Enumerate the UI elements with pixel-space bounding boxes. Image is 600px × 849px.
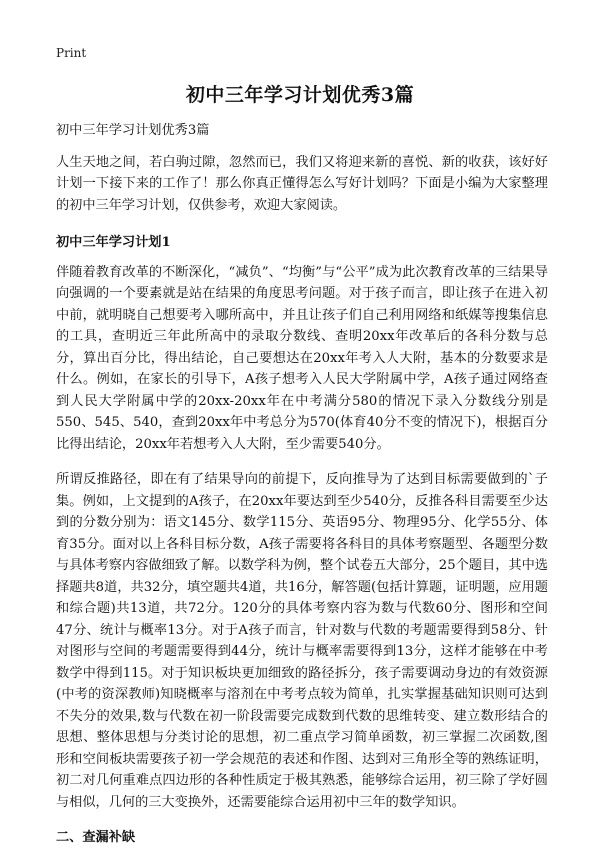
section-heading-2: 二、查漏补缺 xyxy=(56,830,136,845)
section-heading-1: 初中三年学习计划1 xyxy=(56,235,171,250)
print-link[interactable]: Print xyxy=(56,46,87,60)
section1-paragraph-2: 所谓反推路径，即在有了结果导向的前提下，反向推导为了达到目标需要做到的`子集。例如，上文提到的A孩子，在20xx年要达到至少540分，反推各科目需要至少达到的分数分别为：语文145分、数学115分、英语95分、物理95分、化学55分、体育35分。面对以上各科目标分数，A孩子需要将各科目的具体考察题型、各题型分数与具体考察内容做细致了解。以数学科为例，整个试卷五大部分，25个题目，其中选择题共8道，共32分，填空题共4道，共16分，解答题(包括计算题，证明题，应用题和综合题)共13道，共72分。120分的具体考察内容为数与代数60分、图形和空间47分、统计与概率13分。对于A孩子而言，针对数与代数的考题需要得到58分、针对图形与空间的考题需要得到44分，统计与概率需要得到13分，这样才能够在中考数学中得到115。对于知识板块更加细致的路径拆分，孩子需要调动身边的有效资源(中考的资深教师)知晓概率与溶剂在中考考点较为简单，扎实掌握基础知识则可达到不失分的效果,数与代数在初一阶段需要完成数到代数的思维转变、建立数形结合的思想、整体思想与分类讨论的思想，初二重点学习简单函数，初三掌握二次函数,图形和空间板块需要孩子初一学会规范的表述和作图、达到对三角形全等的熟练证明，初二对几何重难点四边形的各种性质定于极其熟悉，能够综合运用，初三除了学好圆与相似，几何的三大变换外，还需要能综合运用初中三年的数学知识。 xyxy=(56,472,548,810)
page-title: 初中三年学习计划优秀3篇 xyxy=(185,84,415,106)
intro-paragraph: 人生天地之间，若白驹过隙，忽然而已，我们又将迎来新的喜悦、新的收获，该好好计划一下接下来的工作了！那么你真正懂得怎么写好计划吗？下面是小编为大家整理的初中三年学习计划，仅供参考，欢迎大家阅读。 xyxy=(56,154,548,213)
section1-paragraph-1: 伴随着教育改革的不断深化，“减负”、“均衡”与“公平”成为此次教育改革的三结果导向强调的一个要素就是站在结果的角度思考问题。对于孩子而言，即让孩子在进入初中前，就明晓自己想要考入哪所高中，并且让孩子们自己利用网络和纸媒等搜集信息的工具，查明近三年此所高中的录取分数线、查明20xx年改革后的各科分数与总分，算出百分比，得出结论，自己要想达在20xx年考入人大附，基本的分数要求是什么。例如，在家长的引导下，A孩子想考入人民大学附属中学，A孩子通过网络查到人民大学附属中学的20xx-20xx年在中考满分580的情况下录入分数线分别是550、545、540，查到20xx年中考总分为570(体育40分不变的情况下)，根据百分比得出结论，20xx年若想考入人大附，至少需要540分。 xyxy=(56,264,548,452)
document-body xyxy=(56,120,548,849)
document-subtitle: 初中三年学习计划优秀3篇 xyxy=(56,123,210,138)
